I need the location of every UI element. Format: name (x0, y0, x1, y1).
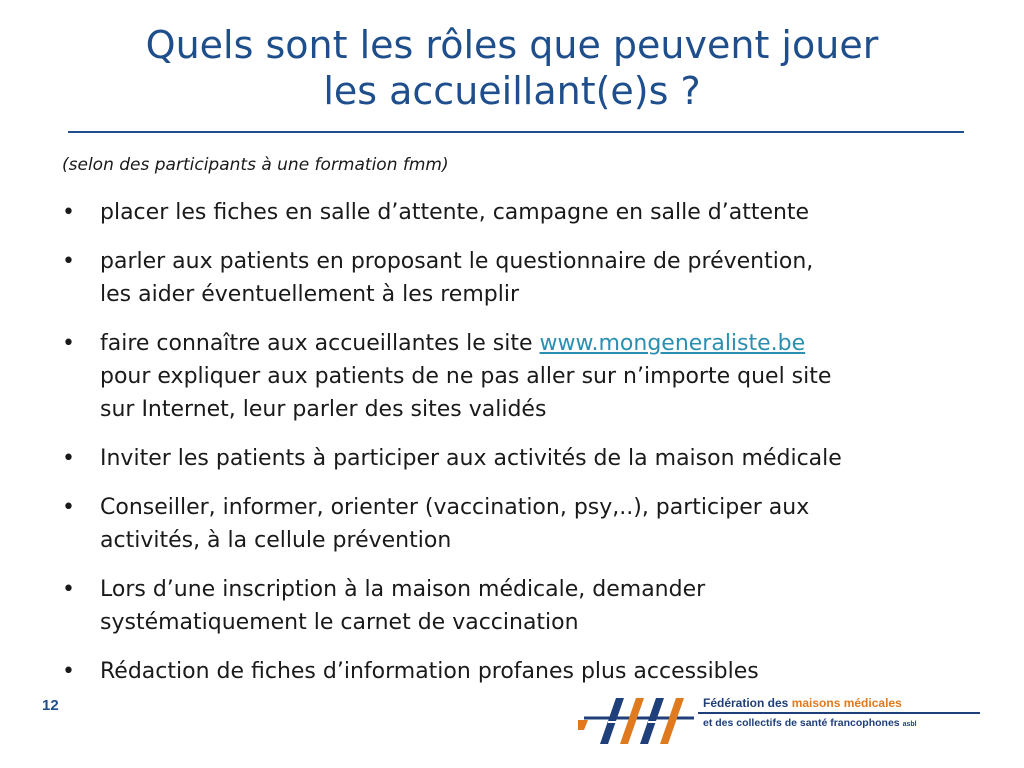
title-line-2: les accueillant(e)s ? (323, 69, 701, 113)
bullet-symbol: • (62, 249, 75, 274)
bullet-symbol: • (62, 331, 75, 356)
bullet-item (62, 442, 972, 475)
bullet-list (62, 196, 972, 704)
logo-title-accent: maisons médicales (791, 696, 902, 710)
logo-title-prefix: Fédération des (703, 696, 792, 710)
bullet-text: activités, à la cellule prévention (100, 528, 452, 553)
bullet-text: placer les fiches en salle d’attente, campagne en salle d’attente (100, 200, 810, 225)
title-line-1: Quels sont les rôles que peuvent jouer (145, 23, 879, 67)
bullet-symbol: • (62, 200, 75, 225)
bullet-symbol: • (62, 446, 75, 471)
logo-asbl: asbl (902, 721, 917, 728)
fmm-stripes-icon (578, 692, 703, 748)
page-number: 12 (42, 697, 59, 714)
logo-subtitle-text: et des collectifs de santé francophones (703, 717, 900, 729)
federation-logo (578, 692, 988, 748)
website-link[interactable]: www.mongeneraliste.be (539, 331, 806, 356)
bullet-text: les aider éventuellement à les remplir (100, 282, 519, 307)
bullet-text: Inviter les patients à participer aux activités de la maison médicale (100, 446, 842, 471)
bullet-item (62, 327, 972, 426)
bullet-text: faire connaître aux accueillantes le site (100, 331, 540, 356)
bullet-text: parler aux patients en proposant le questionnaire de prévention, (100, 249, 814, 274)
bullet-symbol: • (62, 577, 75, 602)
bullet-text: pour expliquer aux patients de ne pas aller sur n’importe quel site (100, 364, 832, 389)
subtitle: (selon des participants à une formation fmm) (62, 155, 449, 175)
logo-divider (698, 712, 980, 714)
bullet-item (62, 655, 972, 688)
bullet-symbol: • (62, 495, 75, 520)
bullet-item (62, 245, 972, 311)
logo-title (703, 696, 902, 710)
slide-title (60, 22, 964, 114)
bullet-text: systématiquement le carnet de vaccination (100, 610, 579, 635)
bullet-item (62, 573, 972, 639)
bullet-symbol: • (62, 659, 75, 684)
bullet-text: Rédaction de fiches d’information profanes plus accessibles (100, 659, 759, 684)
bullet-item (62, 196, 972, 229)
bullet-item (62, 491, 972, 557)
logo-subtitle (703, 717, 917, 729)
title-underline (68, 131, 964, 133)
bullet-text: Conseiller, informer, orienter (vaccination, psy,..), participer aux (100, 495, 810, 520)
bullet-text: Lors d’une inscription à la maison médicale, demander (100, 577, 706, 602)
bullet-text: sur Internet, leur parler des sites validés (100, 397, 547, 422)
